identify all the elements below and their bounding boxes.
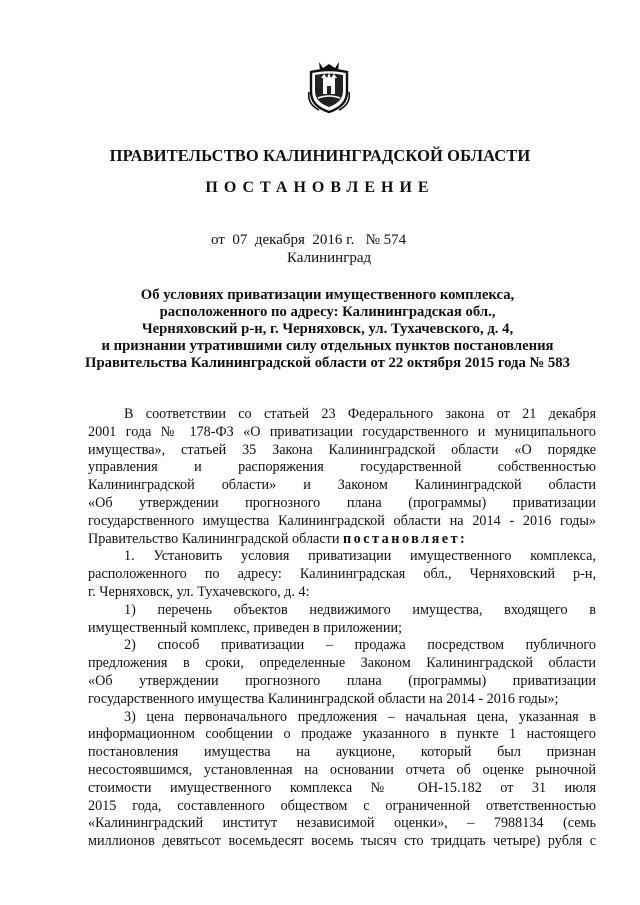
- subject-line: Правительства Калининградской области от 22 октября 2015 года № 583: [85, 355, 570, 371]
- body-line: имущества», статьей 35 Закона Калининградской области «О порядке: [88, 441, 596, 458]
- body-line: несостоявшимся, установленная на основании отчета об оценке рыночной: [88, 761, 596, 778]
- body-line: «Об утверждении прогнозного плана (программы) приватизации: [88, 494, 596, 511]
- body-line: 1) перечень объектов недвижимого имущества, входящего в: [124, 601, 596, 618]
- body-line: расположенного по адресу: Калининградская обл., Черняховский р-н,: [88, 566, 596, 583]
- government-title: ПРАВИТЕЛЬСТВО КАЛИНИНГРАДСКОЙ ОБЛАСТИ: [109, 146, 531, 165]
- body-line: государственного имущества Калининградской области на 2014 - 2016 годы»: [88, 512, 596, 529]
- resolves-keyword: постановляет:: [342, 530, 468, 547]
- decree-date-number: от 07 декабря 2016 г. № 574: [211, 232, 407, 248]
- decree-title: ПОСТАНОВЛЕНИЕ: [205, 179, 435, 196]
- body-line: государственного имущества Калининградской области на 2014 - 2016 годы»;: [88, 690, 559, 707]
- body-line: 2015 года, составленного обществом с ограниченной ответственностью: [88, 797, 596, 814]
- city: Калининград: [287, 250, 372, 266]
- subject-line: расположенного по адресу: Калининградская обл.,: [159, 304, 496, 320]
- decree-body: [88, 406, 596, 851]
- body-line: постановления имущества на аукционе, который был признан: [88, 744, 596, 761]
- coat-of-arms-icon: [305, 58, 353, 114]
- body-line: 2001 года № 178-ФЗ «О приватизации государственного и муниципального: [88, 423, 596, 440]
- body-line: имущественный комплекс, приведен в приложении;: [88, 619, 403, 636]
- body-line: информационном сообщении о продаже указанного в пункте 1 настоящего: [88, 726, 596, 743]
- government-subject: Правительство Калининградской области: [88, 530, 340, 547]
- body-line: [88, 531, 596, 549]
- body-line: Калининградской области» и Законом Калининградской области: [88, 477, 596, 494]
- body-line: предложения в сроки, определенные Законом Калининградской области: [88, 655, 596, 672]
- body-line: 3) цена первоначального предложения – начальная цена, указанная в: [124, 708, 596, 725]
- subject-line: и признании утратившими силу отдельных пунктов постановления: [101, 338, 554, 354]
- body-line: «Калининградский институт независимой оценки», – 7988134 (семь: [88, 815, 596, 832]
- body-line: управления и распоряжения государственной собственностью: [88, 459, 596, 476]
- body-line: 1. Установить условия приватизации имущественного комплекса,: [124, 548, 596, 565]
- body-line: «Об утверждении прогнозного плана (программы) приватизации: [88, 672, 596, 689]
- body-line: В соответствии со статьей 23 Федерального закона от 21 декабря: [124, 406, 596, 422]
- subject-line: Об условиях приватизации имущественного комплекса,: [140, 287, 515, 303]
- body-line: г. Черняховск, ул. Тухачевского, д. 4:: [88, 583, 310, 600]
- body-line: миллионов девятьсот восемьдесят восемь тысяч сто тридцать четыре) рубля с: [88, 833, 596, 850]
- body-line: 2) способ приватизации – продажа посредством публичного: [124, 637, 596, 654]
- decree-subject: [60, 287, 595, 372]
- subject-line: Черняховский р-н, г. Черняховск, ул. Тухачевского, д. 4,: [141, 321, 514, 337]
- body-line: стоимости имущественного комплекса № ОН-15.182 от 31 июля: [88, 779, 596, 796]
